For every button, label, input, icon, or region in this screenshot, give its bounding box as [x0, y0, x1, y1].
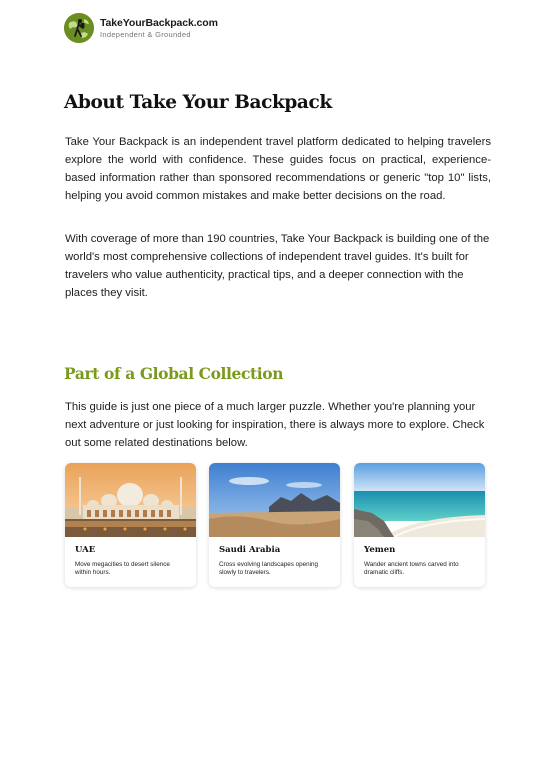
site-header — [64, 12, 218, 44]
card-description: Wander ancient towns carved into dramatic cliffs. — [364, 561, 459, 576]
destination-cards — [65, 463, 485, 587]
about-paragraph-2: With coverage of more than 190 countries, Take Your Backpack is building one of the world's most comprehensive collections of independent travel guides. It's built for travelers who value authenticity, practical tips, and a deeper connection with the places they visit. — [65, 233, 490, 299]
destination-card-saudi-arabia[interactable] — [209, 463, 340, 587]
brand-tagline: Independent & Grounded — [100, 29, 191, 39]
destination-card-yemen[interactable] — [354, 463, 485, 587]
card-title[interactable]: Yemen — [364, 545, 396, 555]
about-title: About Take Your Backpack — [64, 92, 332, 113]
collection-title: Part of a Global Collection — [64, 364, 284, 383]
desert-mountains-image — [209, 463, 340, 537]
collection-intro: This guide is just one piece of a much larger puzzle. Whether you're planning your next adventure or just looking for inspiration, there is always more to explore. Check out some related destinations below. — [65, 401, 485, 449]
destination-card-uae[interactable] — [65, 463, 196, 587]
grand-mosque-image — [65, 463, 196, 537]
card-description: Move megacities to desert silence within hours. — [75, 561, 170, 576]
turquoise-beach-image — [354, 463, 485, 537]
card-description: Cross evolving landscapes opening slowly to travelers. — [219, 561, 319, 576]
card-title[interactable]: Saudi Arabia — [219, 545, 281, 555]
about-paragraph-1: Take Your Backpack is an independent travel platform dedicated to helping travelers explore the world with confidence. These guides focus on practical, experience-based information rather than sponsored recommendations or generic "top 10" lists, helping you avoid common mistakes and make better decisions on the road. — [65, 136, 491, 202]
card-title[interactable]: UAE — [75, 545, 96, 555]
brand-name[interactable]: TakeYourBackpack.com — [100, 17, 218, 29]
globe-hiker-icon[interactable] — [64, 13, 94, 43]
brand — [100, 18, 218, 38]
